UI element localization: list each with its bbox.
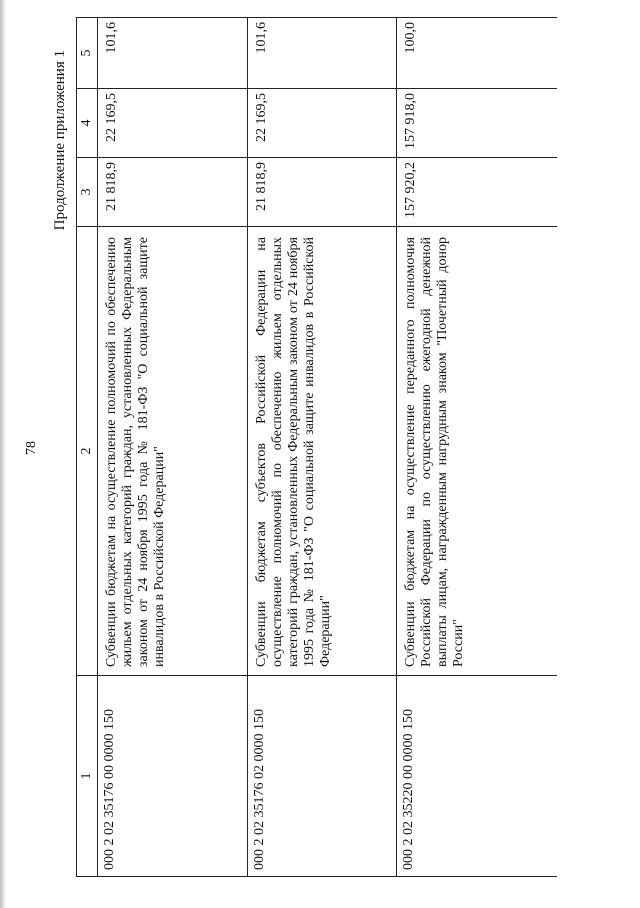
table-row xyxy=(248,18,397,877)
header-cell-5: 5 xyxy=(77,18,98,89)
table-row xyxy=(397,18,558,877)
page-number: 78 xyxy=(24,441,39,455)
income-name-cell: Субвенции бюджетам субъектов Российской Федерации на осуществление полномочий по обеспечению жильем отдельных категорий граждан, установленных Федеральным законом от 24 ноября 1995 года № 181-ФЗ "О социальной защите инвалидов в Российской Федерации" xyxy=(248,227,397,676)
value-col5-cell: 101,6 xyxy=(248,18,397,89)
header-cell-3: 3 xyxy=(77,158,98,227)
value-col3-cell: 21 818,9 xyxy=(248,158,397,227)
table-header-row xyxy=(77,18,98,877)
value-col4-cell: 22 169,5 xyxy=(98,89,248,158)
income-name-cell: Субвенции бюджетам на осуществление переданного полномочия Российской Федерации по осуществлению ежегодной денежной выплаты лицам, награжденным нагрудным знаком "Почетный донор России" xyxy=(397,227,558,676)
value-col4-cell: 157 918,0 xyxy=(397,89,558,158)
budget-code-cell: 000 2 02 35176 02 0000 150 xyxy=(248,676,397,877)
budget-code-cell: 000 2 02 35220 00 0000 150 xyxy=(397,676,558,877)
value-col5-cell: 100,0 xyxy=(397,18,558,89)
table-row xyxy=(98,18,248,877)
appendix-table xyxy=(76,17,557,877)
header-cell-1: 1 xyxy=(77,676,98,877)
appendix-continuation-note: Продолжение приложения 1 xyxy=(52,50,68,231)
header-cell-4: 4 xyxy=(77,89,98,158)
value-col5-cell: 101,6 xyxy=(98,18,248,89)
value-col3-cell: 21 818,9 xyxy=(98,158,248,227)
value-col3-cell: 157 920,2 xyxy=(397,158,558,227)
income-name-cell: Субвенции бюджетам на осуществление полномочий по обеспечению жильем отдельных категорий граждан, установленных Федеральным законом от 24 ноября 1995 года № 181-ФЗ "О социальной защите инвалидов в Российской Федерации" xyxy=(98,227,248,676)
header-cell-2: 2 xyxy=(77,227,98,676)
budget-code-cell: 000 2 02 35176 00 0000 150 xyxy=(98,676,248,877)
value-col4-cell: 22 169,5 xyxy=(248,89,397,158)
